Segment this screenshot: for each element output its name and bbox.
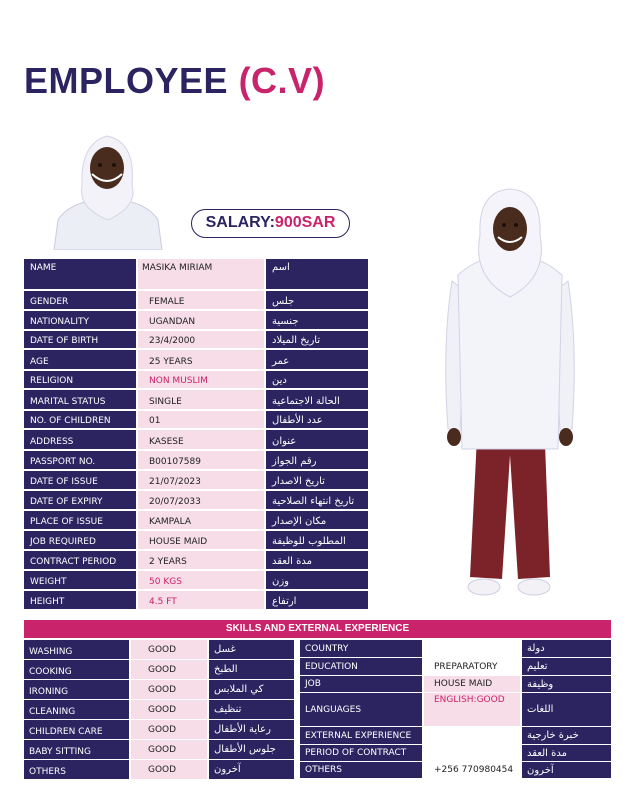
field-value: KAMPALA xyxy=(138,511,264,529)
skill-label: BABY SITTING xyxy=(24,740,129,759)
title-main: EMPLOYEE xyxy=(24,60,229,101)
experience-label-arabic: وظيفة xyxy=(522,676,611,692)
field-label: NAME xyxy=(24,259,136,289)
field-label-arabic: الحالة الاجتماعية xyxy=(266,390,368,409)
field-value: 23/4/2000 xyxy=(138,331,264,348)
skill-row xyxy=(24,640,294,660)
experience-label: COUNTRY xyxy=(300,640,422,657)
experience-value xyxy=(424,640,520,657)
skill-row xyxy=(24,720,294,740)
skill-label: CHILDREN CARE xyxy=(24,720,129,739)
personal-row xyxy=(24,430,368,451)
experience-row xyxy=(300,762,611,779)
field-value: B00107589 xyxy=(138,451,264,469)
experience-label: EDUCATION xyxy=(300,658,422,675)
field-label-arabic: تاريخ الاصدار xyxy=(266,471,368,489)
personal-row xyxy=(24,331,368,350)
personal-row xyxy=(24,451,368,471)
experience-table xyxy=(300,640,611,779)
field-value: 01 xyxy=(138,411,264,428)
personal-row xyxy=(24,291,368,311)
personal-row xyxy=(24,491,368,511)
field-label-arabic: مدة العقد xyxy=(266,551,368,569)
personal-row xyxy=(24,511,368,531)
personal-row xyxy=(24,571,368,591)
salary-amount: 900SAR xyxy=(274,214,336,231)
skill-label-arabic: كي الملابس xyxy=(209,680,294,699)
field-value: 4.5 FT xyxy=(138,591,264,609)
field-label: AGE xyxy=(24,350,136,369)
experience-label-arabic: آخرون xyxy=(522,762,611,778)
skill-level: GOOD xyxy=(131,640,207,659)
field-label-arabic: تاريخ الميلاد xyxy=(266,331,368,348)
experience-label-arabic: تعليم xyxy=(522,658,611,675)
experience-label: LANGUAGES xyxy=(300,693,422,726)
experience-value: +256 770980454 xyxy=(424,762,520,778)
skill-row xyxy=(24,740,294,760)
skill-label-arabic: غسل xyxy=(209,640,294,659)
personal-row xyxy=(24,311,368,331)
field-value: HOUSE MAID xyxy=(138,531,264,549)
field-label: NO. OF CHILDREN xyxy=(24,411,136,428)
skill-label-arabic: الطبخ xyxy=(209,660,294,679)
field-label: PASSPORT NO. xyxy=(24,451,136,469)
field-label-arabic: عدد الأطفال xyxy=(266,411,368,428)
skill-level: GOOD xyxy=(131,760,207,779)
field-label-arabic: عمر xyxy=(266,350,368,369)
personal-row xyxy=(24,551,368,571)
personal-details-table xyxy=(24,259,368,611)
field-label-arabic: جلس xyxy=(266,291,368,309)
field-label-arabic: اسم xyxy=(266,259,368,289)
salary-badge xyxy=(191,209,350,238)
experience-row xyxy=(300,640,611,658)
experience-value: PREPARATORY xyxy=(424,658,520,675)
personal-row xyxy=(24,471,368,491)
experience-value: ENGLISH:GOOD xyxy=(424,693,520,726)
experience-row xyxy=(300,658,611,676)
skill-label: OTHERS xyxy=(24,760,129,779)
field-value: FEMALE xyxy=(138,291,264,309)
field-label-arabic: دين xyxy=(266,371,368,388)
field-value: NON MUSLIM xyxy=(138,371,264,388)
skill-level: GOOD xyxy=(131,700,207,719)
field-label: PLACE OF ISSUE xyxy=(24,511,136,529)
field-label: GENDER xyxy=(24,291,136,309)
field-value: KASESE xyxy=(138,430,264,449)
personal-row xyxy=(24,411,368,430)
experience-label-arabic: خبرة خارجية xyxy=(522,727,611,744)
field-label: ADDRESS xyxy=(24,430,136,449)
field-value: 20/07/2033 xyxy=(138,491,264,509)
personal-row xyxy=(24,531,368,551)
skill-row xyxy=(24,660,294,680)
experience-label: EXTERNAL EXPERIENCE xyxy=(300,727,422,744)
field-label: MARITAL STATUS xyxy=(24,390,136,409)
field-label-arabic: جنسية xyxy=(266,311,368,329)
field-value: 2 YEARS xyxy=(138,551,264,569)
field-label-arabic: تاريخ انتهاء الصلاحية xyxy=(266,491,368,509)
skill-level: GOOD xyxy=(131,660,207,679)
experience-value: HOUSE MAID xyxy=(424,676,520,692)
experience-label: OTHERS xyxy=(300,762,422,778)
experience-label: JOB xyxy=(300,676,422,692)
personal-row xyxy=(24,591,368,611)
field-value: MASIKA MIRIAM xyxy=(138,259,264,289)
field-value: 50 KGS xyxy=(138,571,264,589)
experience-value xyxy=(424,745,520,761)
portrait-photo xyxy=(52,128,164,250)
experience-row xyxy=(300,727,611,745)
skill-label: IRONING xyxy=(24,680,129,699)
skill-label: WASHING xyxy=(24,640,129,659)
field-label-arabic: المطلوب للوظيفة xyxy=(266,531,368,549)
experience-label-arabic: اللغات xyxy=(522,693,611,726)
salary-label: SALARY: xyxy=(205,214,275,231)
skill-row xyxy=(24,700,294,720)
skill-level: GOOD xyxy=(131,740,207,759)
field-label-arabic: رقم الجواز xyxy=(266,451,368,469)
field-label: DATE OF ISSUE xyxy=(24,471,136,489)
field-value: 25 YEARS xyxy=(138,350,264,369)
personal-row xyxy=(24,259,368,291)
full-body-photo xyxy=(440,185,580,605)
skill-label-arabic: تنظيف xyxy=(209,700,294,719)
field-value: SINGLE xyxy=(138,390,264,409)
experience-row xyxy=(300,745,611,762)
field-label-arabic: مكان الإصدار xyxy=(266,511,368,529)
experience-label: PERIOD OF CONTRACT xyxy=(300,745,422,761)
field-label: RELIGION xyxy=(24,371,136,388)
experience-label-arabic: مدة العقد xyxy=(522,745,611,761)
skill-label-arabic: رعاية الأطفال xyxy=(209,720,294,739)
field-label: CONTRACT PERIOD xyxy=(24,551,136,569)
field-label: NATIONALITY xyxy=(24,311,136,329)
skills-heading: SKILLS AND EXTERNAL EXPERIENCE xyxy=(24,620,611,638)
personal-row xyxy=(24,371,368,390)
experience-value xyxy=(424,727,520,744)
field-label-arabic: وزن xyxy=(266,571,368,589)
field-label-arabic: عنوان xyxy=(266,430,368,449)
skills-table xyxy=(24,640,294,780)
personal-row xyxy=(24,350,368,371)
field-label-arabic: ارتفاع xyxy=(266,591,368,609)
experience-label-arabic: دولة xyxy=(522,640,611,657)
field-label: DATE OF EXPIRY xyxy=(24,491,136,509)
title-accent: (C.V) xyxy=(238,60,326,101)
page-title xyxy=(24,60,325,102)
skill-label: COOKING xyxy=(24,660,129,679)
field-label: DATE OF BIRTH xyxy=(24,331,136,348)
field-label: HEIGHT xyxy=(24,591,136,609)
skill-row xyxy=(24,760,294,780)
field-value: 21/07/2023 xyxy=(138,471,264,489)
field-label: JOB REQUIRED xyxy=(24,531,136,549)
skill-label: CLEANING xyxy=(24,700,129,719)
skill-level: GOOD xyxy=(131,680,207,699)
experience-row xyxy=(300,676,611,693)
skill-label-arabic: آخرون xyxy=(209,760,294,779)
skill-label-arabic: جلوس الأطفال xyxy=(209,740,294,759)
skill-row xyxy=(24,680,294,700)
personal-row xyxy=(24,390,368,411)
field-value: UGANDAN xyxy=(138,311,264,329)
field-label: WEIGHT xyxy=(24,571,136,589)
skill-level: GOOD xyxy=(131,720,207,739)
experience-row xyxy=(300,693,611,727)
